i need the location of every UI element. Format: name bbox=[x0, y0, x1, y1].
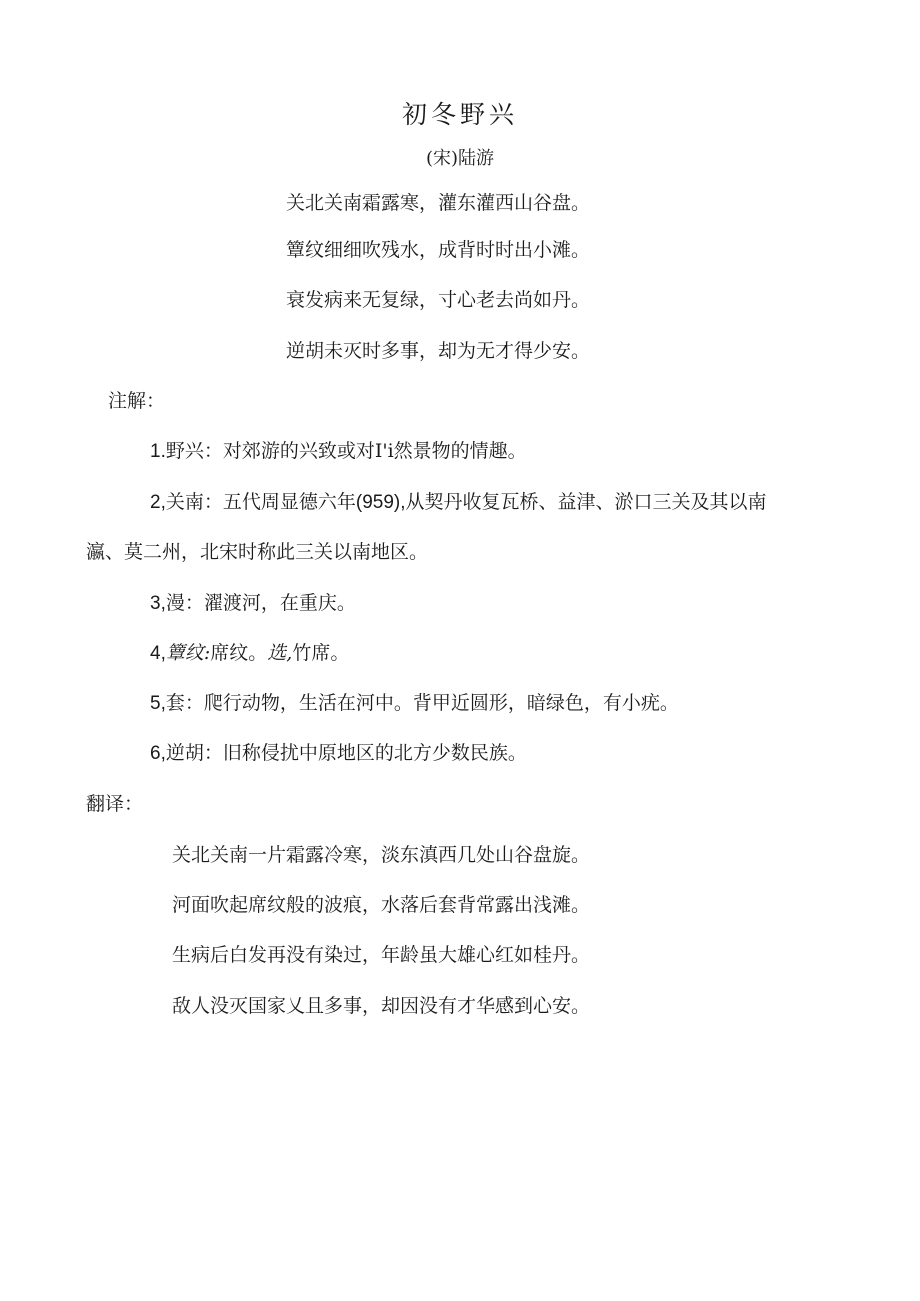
poem-title: 初冬野兴 bbox=[401, 100, 518, 129]
translation-line: 河面吹起席纹般的波痕，水落后套背常露出浅滩。 bbox=[172, 894, 591, 916]
notes-heading: 注解： bbox=[108, 390, 166, 412]
note-continuation: 瀛、莫二州，北宋时称此三关以南地区。 bbox=[86, 541, 429, 563]
note-italic-term: 选, bbox=[267, 642, 293, 664]
poem-line: 关北关南霜露寒，灌东灌西山谷盘。 bbox=[286, 192, 591, 214]
poem-line: 衰发病来无复绿，寸心老去尚如丹。 bbox=[286, 289, 591, 311]
note-text: 野兴：对郊游的兴致或对I'i然景物的情趣。 bbox=[165, 440, 527, 462]
note-number: 6, bbox=[150, 743, 166, 764]
note-item bbox=[150, 641, 349, 666]
note-italic-term: 簟纹: bbox=[165, 642, 211, 664]
note-item bbox=[150, 741, 527, 766]
note-year: (959), bbox=[355, 492, 406, 513]
note-item bbox=[150, 439, 527, 464]
translation-heading: 翻译： bbox=[86, 793, 144, 815]
note-number: 2, bbox=[150, 492, 166, 513]
poem-line: 逆胡未灭时多事，却为无才得少安。 bbox=[286, 340, 591, 362]
poem-line: 簟纹细细吹残水，成背时时出小滩。 bbox=[286, 239, 591, 261]
note-text: 漫：濯渡河，在重庆。 bbox=[165, 592, 356, 614]
note-text: 席纹。 bbox=[210, 642, 268, 664]
note-text: 关南：五代周显德六年 bbox=[165, 491, 356, 513]
note-number: 5, bbox=[150, 693, 166, 714]
note-item bbox=[150, 591, 356, 616]
note-text: 从契丹收复瓦桥、益津、淤口三关及其以南 bbox=[405, 491, 767, 513]
translation-line: 关北关南一片霜露冷寒，淡东滇西几处山谷盘旋。 bbox=[172, 844, 591, 866]
note-text: 套：爬行动物，生活在河中。背甲近圆形，暗绿色，有小疣。 bbox=[165, 692, 679, 714]
note-text: 竹席。 bbox=[292, 642, 350, 664]
poem-author: (宋)陆游 bbox=[425, 148, 495, 169]
translation-line: 生病后白发再没有染过，年龄虽大雄心红如桂丹。 bbox=[172, 944, 591, 966]
note-item bbox=[150, 490, 767, 515]
translation-line: 敌人没灭国家乂且多事，却因没有才华感到心安。 bbox=[172, 995, 591, 1017]
note-item bbox=[150, 691, 679, 716]
note-text: 逆胡：旧称侵扰中原地区的北方少数民族。 bbox=[165, 742, 527, 764]
note-number: 4, bbox=[150, 643, 166, 664]
note-number: 1. bbox=[150, 441, 166, 462]
note-number: 3, bbox=[150, 593, 166, 614]
